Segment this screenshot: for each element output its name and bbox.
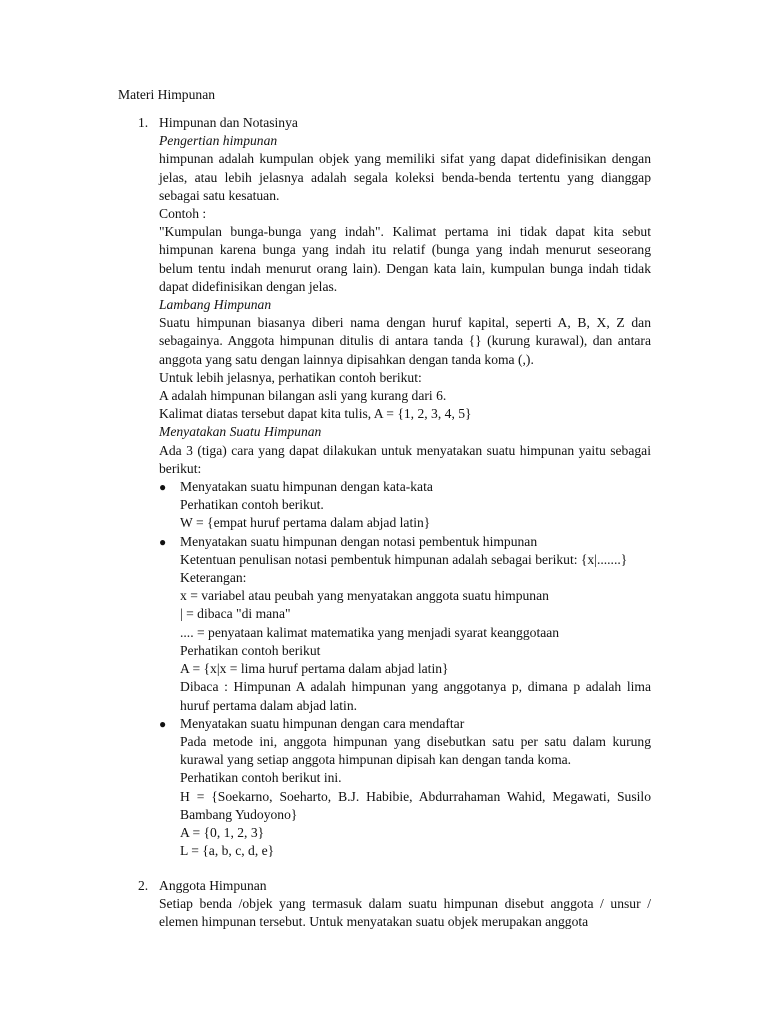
lambang-line: A adalah himpunan bilangan asli yang kurang dari 6. xyxy=(159,388,447,404)
lambang-line: Kalimat diatas tersebut dapat kita tulis, A = {1, 2, 3, 4, 5} xyxy=(159,406,472,422)
example-label: Contoh : xyxy=(159,206,207,222)
document-title: Materi Himpunan xyxy=(118,87,216,102)
section-number: 2. xyxy=(138,878,149,893)
anggota-paragraph: Setiap benda /objek yang termasuk dalam suatu himpunan disebut anggota / unsur / elemen himpunan tersebut. Untuk menyatakan suatu objek merupakan anggota xyxy=(159,896,651,930)
lambang-line: Untuk lebih jelasnya, perhatikan contoh berikut: xyxy=(159,369,422,385)
bullet-item-mendaftar xyxy=(159,715,651,861)
bullet-paragraph: H = {Soekarno, Soeharto, B.J. Habibie, Abdurrahaman Wahid, Megawati, Susilo Bambang Yudoyono} xyxy=(180,788,651,822)
bullet-line: Perhatikan contoh berikut. xyxy=(180,497,324,513)
bullet-line: A = {x|x = lima huruf pertama dalam abjad latin} xyxy=(180,661,449,677)
bullet-item-kata-kata xyxy=(159,478,651,533)
section-heading: Anggota Himpunan xyxy=(159,878,267,893)
bullet-icon: ● xyxy=(159,480,167,495)
section-anggota-himpunan xyxy=(118,877,651,932)
section-heading: Himpunan dan Notasinya xyxy=(159,115,298,130)
bullet-line: | = dibaca "di mana" xyxy=(180,606,291,622)
subheading-pengertian: Pengertian himpunan xyxy=(159,133,278,149)
bullet-line: L = {a, b, c, d, e} xyxy=(180,843,275,859)
bullet-line: A = {0, 1, 2, 3} xyxy=(180,824,265,840)
section-body xyxy=(159,877,651,932)
bullet-line: W = {empat huruf pertama dalam abjad latin} xyxy=(180,515,431,531)
subheading-menyatakan: Menyatakan Suatu Himpunan xyxy=(159,424,322,440)
bullet-line: x = variabel atau peubah yang menyatakan anggota suatu himpunan xyxy=(180,588,549,604)
bullet-item-notasi-pembentuk xyxy=(159,533,651,715)
bullet-title: Menyatakan suatu himpunan dengan kata-kata xyxy=(180,479,433,495)
section-himpunan-dan-notasinya xyxy=(118,114,651,860)
bullet-line: Perhatikan contoh berikut ini. xyxy=(180,770,342,786)
bullet-title: Menyatakan suatu himpunan dengan cara mendaftar xyxy=(180,715,465,731)
bullet-paragraph: Dibaca : Himpunan A adalah himpunan yang anggotanya p, dimana p adalah lima huruf pertama dalam abjad latin. xyxy=(180,679,651,713)
bullet-line: Perhatikan contoh berikut xyxy=(180,642,321,658)
bullet-line: Keterangan: xyxy=(180,570,247,586)
bullet-icon: ● xyxy=(159,716,167,731)
bullet-paragraph: Pada metode ini, anggota himpunan yang disebutkan satu per satu dalam kurung kurawal yang setiap anggota himpunan dipisah kan dengan tanda koma. xyxy=(180,733,651,768)
bullet-line: Ketentuan penulisan notasi pembentuk himpunan adalah sebagai berikut: {x|.......} xyxy=(180,551,628,567)
section-body xyxy=(159,114,651,860)
subheading-lambang: Lambang Himpunan xyxy=(159,297,272,313)
section-number: 1. xyxy=(138,115,149,130)
definition-paragraph: himpunan adalah kumpulan objek yang memiliki sifat yang dapat didefinisikan dengan jelas, atau lebih jelasnya adalah segala koleksi benda-benda tertentu yang dianggap sebagai satu kesatuan. xyxy=(159,151,651,203)
lambang-paragraph: Suatu himpunan biasanya diberi nama dengan huruf kapital, seperti A, B, X, Z dan sebagainya. Anggota himpunan ditulis di antara tanda {} (kurung kurawal), dan antara anggota yang satu dengan lainnya dipisahkan dengan tanda koma (,). xyxy=(159,315,651,367)
example-paragraph: "Kumpulan bunga-bunga yang indah". Kalimat pertama ini tidak dapat kita sebut himpunan karena bunga yang indah itu relatif (bunga yang indah menurut seseorang belum tentu indah menurut orang lain). Dengan kata lain, kumpulan bunga indah tidak dapat didefinisikan dengan jelas. xyxy=(159,224,651,294)
bullet-icon: ● xyxy=(159,534,167,549)
menyatakan-intro: Ada 3 (tiga) cara yang dapat dilakukan untuk menyatakan suatu himpunan yaitu sebagai berikut: xyxy=(159,442,651,476)
bullet-line: .... = penyataan kalimat matematika yang menjadi syarat keanggotaan xyxy=(180,624,560,640)
bullet-title: Menyatakan suatu himpunan dengan notasi pembentuk himpunan xyxy=(180,533,538,549)
